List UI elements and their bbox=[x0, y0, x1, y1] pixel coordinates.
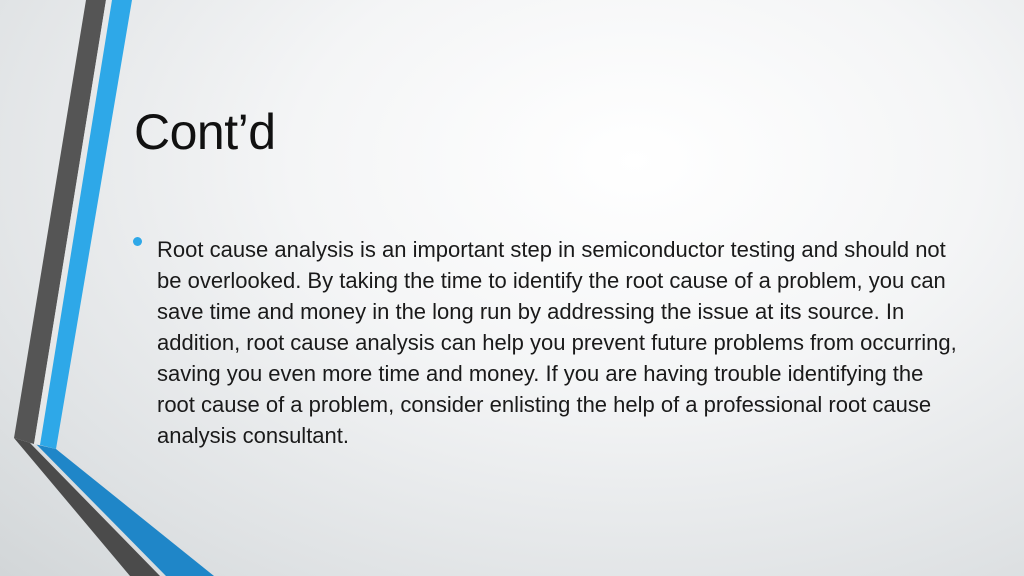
slide-title: Cont’d bbox=[134, 104, 276, 160]
decor-light-separator-upper bbox=[34, 0, 112, 445]
bullet-text: Root cause analysis is an important step in semiconductor testing and should not be overlooked. By taking the time to identify the root cause of a problem, you can save time and money in the long run by addressing the issue at its source. In addition, root cause analysis can help you prevent future problems from occurring, saving you even more time and money. If you are having trouble identifying the root cause of a problem, consider enlisting the help of a professional root cause analysis consultant. bbox=[157, 237, 957, 448]
bullet-list bbox=[132, 234, 962, 451]
bullet-dot-icon bbox=[133, 237, 142, 246]
decor-light-separator-lower bbox=[30, 443, 166, 576]
bullet-item bbox=[132, 234, 962, 451]
